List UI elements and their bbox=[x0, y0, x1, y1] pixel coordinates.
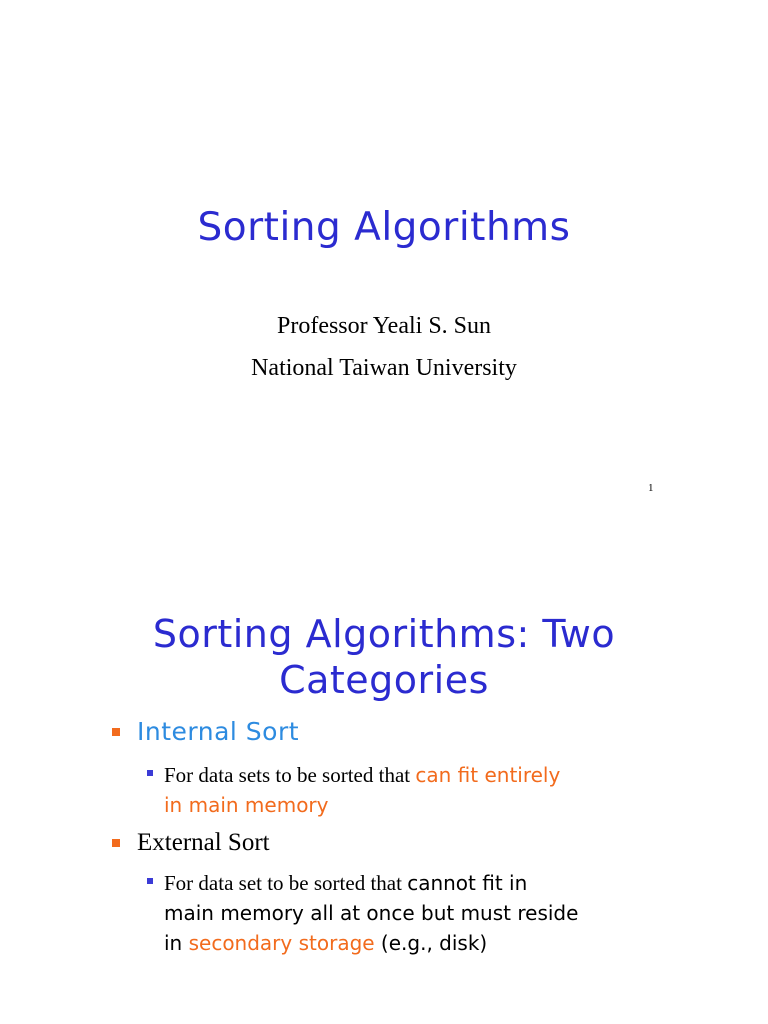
sub-bullet-marker-icon bbox=[147, 770, 153, 776]
highlight-text: in main memory bbox=[164, 793, 329, 817]
sub-bullet-text: main memory all at once but must reside bbox=[164, 901, 579, 925]
sub-bullet-text: For data set to be sorted that bbox=[164, 871, 408, 895]
slide-2 bbox=[0, 512, 768, 1024]
sub-bullet-marker-icon bbox=[147, 878, 153, 884]
sub-bullet-text: (e.g., disk) bbox=[374, 931, 488, 955]
slide-2-title-line-1: Sorting Algorithms: Two bbox=[152, 612, 616, 656]
institution-name: National Taiwan University bbox=[251, 355, 517, 381]
sub-bullet-internal-sort bbox=[164, 760, 684, 820]
sub-bullet-text: in bbox=[164, 931, 189, 955]
highlight-text: secondary storage bbox=[188, 931, 375, 955]
bullet-marker-icon bbox=[112, 839, 120, 847]
bullet-marker-icon bbox=[112, 728, 120, 736]
bullet-external-sort: External Sort bbox=[137, 829, 270, 856]
slide-1-title: Sorting Algorithms bbox=[197, 205, 571, 250]
sub-bullet-text: cannot fit in bbox=[407, 871, 528, 895]
highlight-text: can fit entirely bbox=[415, 763, 561, 787]
author-name: Professor Yeali S. Sun bbox=[276, 313, 492, 339]
slide-2-title-line-2: Categories bbox=[279, 658, 489, 702]
sub-bullet-external-sort bbox=[164, 868, 684, 958]
page-number: 1 bbox=[648, 482, 654, 494]
bullet-internal-sort: Internal Sort bbox=[137, 717, 300, 746]
sub-bullet-text: For data sets to be sorted that bbox=[164, 763, 416, 787]
